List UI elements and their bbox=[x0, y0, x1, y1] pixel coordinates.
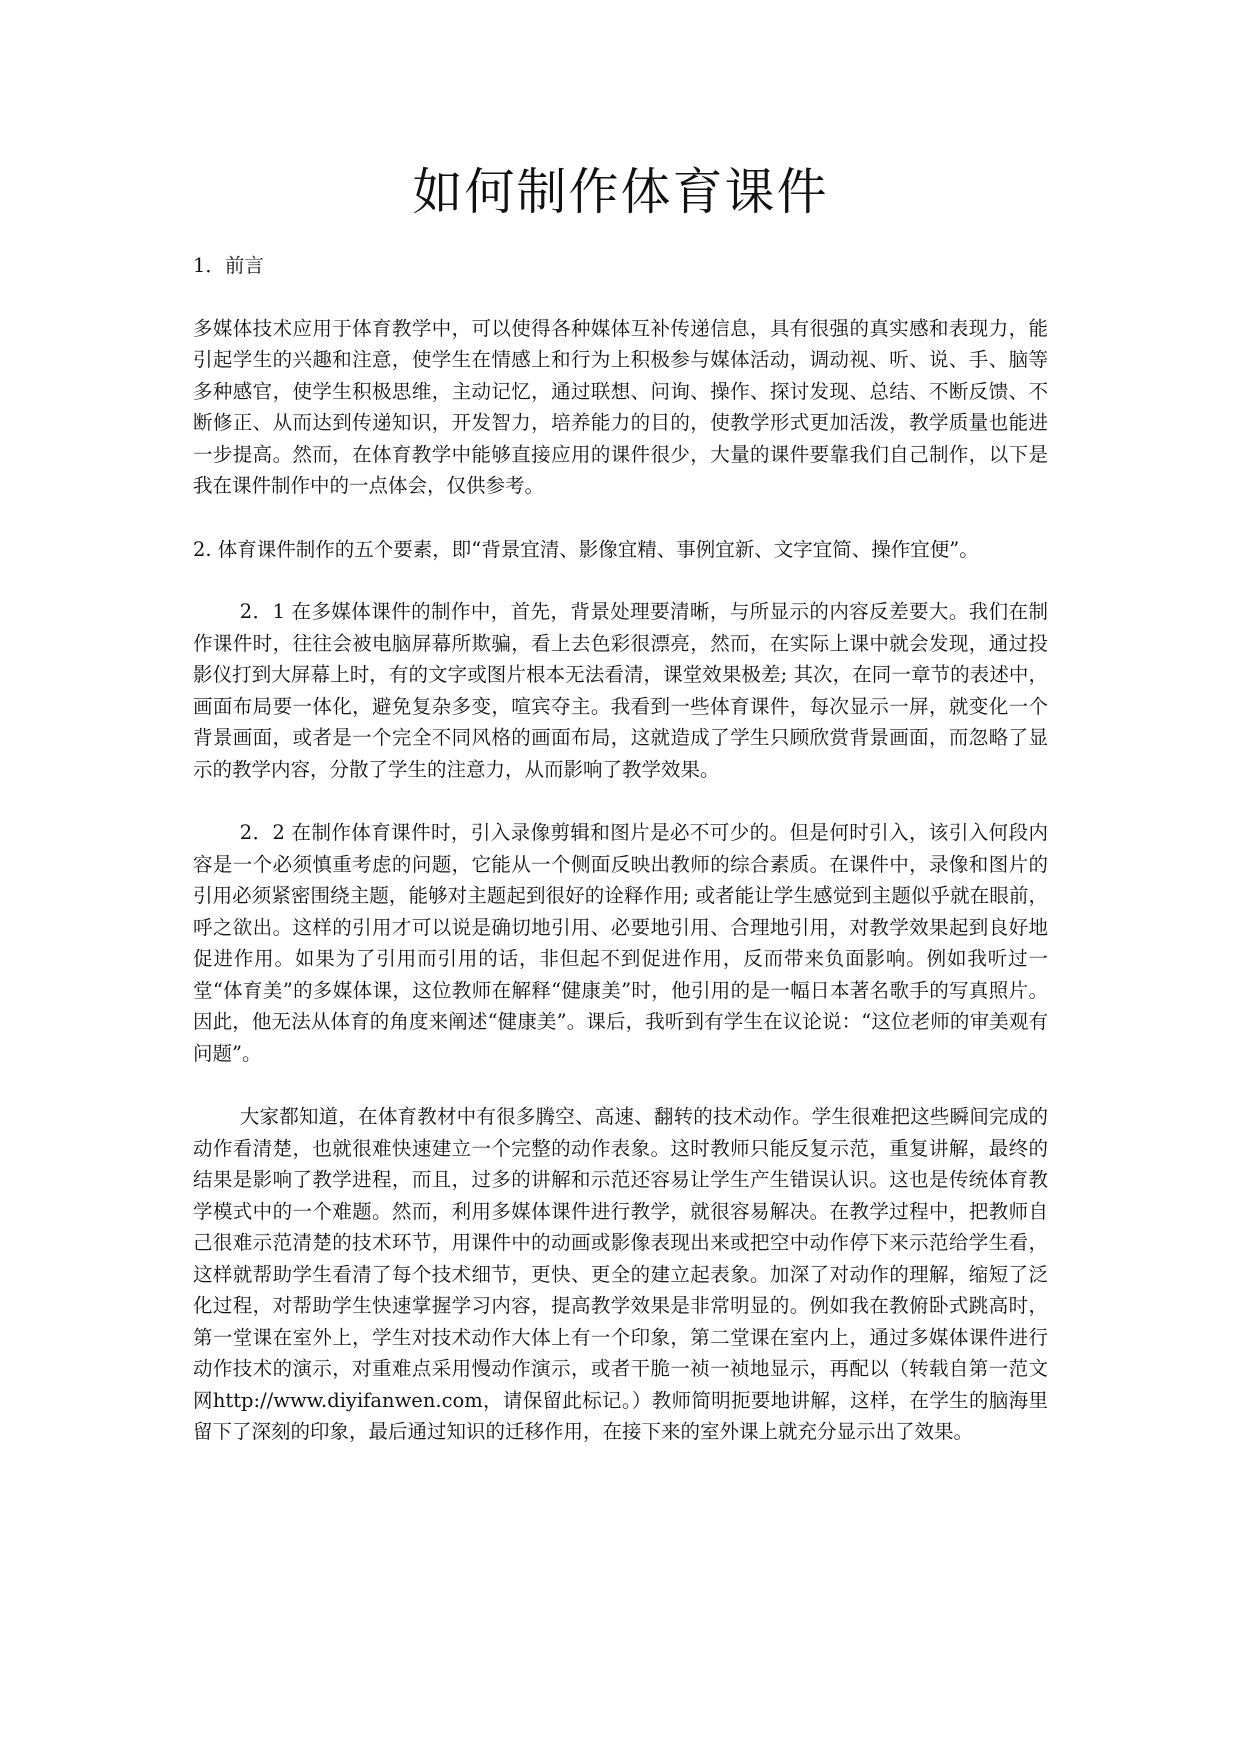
section-heading-preface: 1．前言 bbox=[193, 254, 264, 277]
paragraph-motion-demo: 大家都知道，在体育教材中有很多腾空、高速、翻转的技术动作。学生很难把这些瞬间完成的动作看清楚，也就很难快速建立一个完整的动作表象。这时教师只能反复示范，重复讲解，最终的结果是影响了教学进程，而且，过多的讲解和示范还容易让学生产生错误认识。这也是传统体育教学模式中的一个难题。然而，利用多媒体课件进行教学，就很容易解决。在教学过程中，把教师自己很难示范清楚的技术环节，用课件中的动画或影像表现出来或把空中动作停下来示范给学生看，这样就帮助学生看清了每个技术细节，更快、更全的建立起表象。加深了对动作的理解，缩短了泛化过程，对帮助学生快速掌握学习内容，提高教学效果是非常明显的。例如我在教俯卧式跳高时，第一堂课在室外上，学生对技术动作大体上有一个印象，第二堂课在室内上，通过多媒体课件进行动作技术的演示，对重难点采用慢动作演示，或者干脆一祯一祯地显示，再配以（转载自第一范文网http://www.diyifanwen.com，请保留此标记。）教师简明扼要地讲解，这样，在学生的脑海里留下了深刻的印象，最后通过知识的迁移作用，在接下来的室外课上就充分显示出了效果。 bbox=[193, 1105, 1048, 1443]
paragraph-2-2: 2．2 在制作体育课件时，引入录像剪辑和图片是必不可少的。但是何时引入，该引入何段内容是一个必须慎重考虑的问题，它能从一个侧面反映出教师的综合素质。在课件中，录像和图片的引用必须紧密围绕主题，能够对主题起到很好的诠释作用; 或者能让学生感觉到主题似乎就在眼前，呼之欲出。这样的引用才可以说是确切地引用、必要地引用、合理地引用，对教学效果起到良好地促进作用。如果为了引用而引用的话，非但起不到促进作用，反而带来负面影响。例如我听过一堂“体育美”的多媒体课，这位教师在解释“健康美”时，他引用的是一幅日本著名歌手的写真照片。因此，他无法从体育的角度来阐述“健康美”。课后，我听到有学生在议论说：“这位老师的审美观有问题”。 bbox=[193, 821, 1048, 1065]
document-title: 如何制作体育课件 bbox=[412, 163, 829, 221]
section-heading-five-elements: 2. 体育课件制作的五个要素，即“背景宜清、影像宜精、事例宜新、文字宜简、操作宜便”。 bbox=[193, 537, 979, 561]
document-body bbox=[193, 250, 1048, 1480]
paragraph-preface: 多媒体技术应用于体育教学中，可以使得各种媒体互补传递信息，具有很强的真实感和表现力，能引起学生的兴趣和注意，使学生在情感上和行为上积极参与媒体活动，调动视、听、说、手、脑等多种感官，使学生积极思维，主动记忆，通过联想、问询、操作、探讨发现、总结、不断反馈、不断修正、从而达到传递知识，开发智力，培养能力的目的，使教学形式更加活泼，教学质量也能进一步提高。然而，在体育教学中能够直接应用的课件很少，大量的课件要靠我们自己制作，以下是我在课件制作中的一点体会，仅供参考。 bbox=[193, 316, 1048, 497]
paragraph-2-1: 2．1 在多媒体课件的制作中，首先，背景处理要清晰，与所显示的内容反差要大。我们在制作课件时，往往会被电脑屏幕所欺骗，看上去色彩很漂亮，然而，在实际上课中就会发现，通过投影仪打到大屏幕上时，有的文字或图片根本无法看清，课堂效果极差; 其次，在同一章节的表述中，画面布局要一体化，避免复杂多变，喧宾夺主。我看到一些体育课件，每次显示一屏，就变化一个背景画面，或者是一个完全不同风格的画面布局，这就造成了学生只顾欣赏背景画面，而忽略了显示的教学内容，分散了学生的注意力，从而影响了教学效果。 bbox=[193, 600, 1048, 781]
